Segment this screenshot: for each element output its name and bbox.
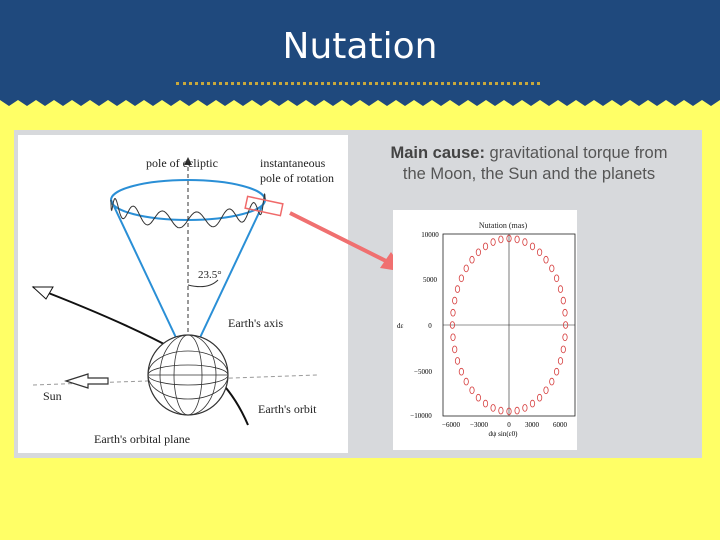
x-axis-label: dψ sin(ε0) <box>488 430 518 438</box>
nutation-loop <box>515 236 519 243</box>
nutation-loop <box>499 236 503 243</box>
nutation-loop <box>537 394 541 401</box>
nutation-loop <box>550 265 554 272</box>
plot-title: Nutation (mas) <box>478 221 528 230</box>
nutation-loop <box>464 265 468 272</box>
xtick-2: 0 <box>507 421 511 429</box>
y-axis-label: dε <box>397 322 404 330</box>
nutation-loop <box>453 297 457 304</box>
ytick-1: 5000 <box>423 276 437 284</box>
nutation-loop <box>558 286 562 293</box>
nutation-loop <box>558 358 562 365</box>
nutation-plot <box>393 210 577 450</box>
nutation-loop <box>453 346 457 353</box>
label-pole-rotation: pole of rotation <box>260 171 334 185</box>
nutation-loop <box>544 256 548 263</box>
label-angle: 23.5° <box>198 269 222 281</box>
nutation-loop <box>523 239 527 246</box>
nutation-loop <box>554 275 558 282</box>
nutation-loop <box>451 334 455 341</box>
nutation-loop <box>451 309 455 316</box>
nutation-loop <box>515 407 519 414</box>
xtick-1: −3000 <box>470 421 488 429</box>
nutation-loop <box>523 405 527 412</box>
nutation-loop <box>530 400 534 407</box>
xtick-0: −6000 <box>442 421 460 429</box>
nutation-loop <box>550 378 554 385</box>
caption-line2: the Moon, the Sun and the planets <box>402 165 656 183</box>
nutation-loop <box>537 249 541 256</box>
nutation-loop <box>459 275 463 282</box>
nutation-loop <box>554 368 558 375</box>
caption <box>360 143 698 185</box>
label-instantaneous: instantaneous <box>260 156 326 170</box>
nutation-loop <box>455 286 459 293</box>
nutation-loop <box>483 400 487 407</box>
nutation-loop <box>483 243 487 250</box>
nutation-loop <box>470 256 474 263</box>
nutation-loop <box>464 378 468 385</box>
label-earth-orbit: Earth's orbit <box>258 402 317 416</box>
nutation-loop <box>561 297 565 304</box>
ytick-0: 10000 <box>421 231 439 239</box>
label-orbital-plane: Earth's orbital plane <box>94 432 191 446</box>
ytick-2: 0 <box>428 322 432 330</box>
nutation-loop <box>563 334 567 341</box>
nutation-loop <box>476 394 480 401</box>
xtick-4: 6000 <box>553 421 567 429</box>
nutation-loop <box>491 405 495 412</box>
nutation-loop <box>544 387 548 394</box>
ytick-4: −10000 <box>410 412 432 420</box>
caption-bold: Main cause: <box>390 144 485 162</box>
caption-line1: gravitational torque from <box>484 144 668 162</box>
nutation-loop <box>459 368 463 375</box>
nutation-loop <box>470 387 474 394</box>
xtick-3: 3000 <box>525 421 539 429</box>
ytick-3: −5000 <box>414 368 432 376</box>
nutation-loop <box>530 243 534 250</box>
nutation-loop <box>561 346 565 353</box>
label-sun: Sun <box>43 389 62 403</box>
nutation-loop <box>563 309 567 316</box>
label-earth-axis: Earth's axis <box>228 316 284 330</box>
nutation-loop <box>499 407 503 414</box>
slide-title: Nutation <box>282 26 438 67</box>
label-pole-ecliptic: pole of ecliptic <box>146 156 218 170</box>
nutation-loop <box>476 249 480 256</box>
nutation-loop <box>491 239 495 246</box>
nutation-loop <box>455 358 459 365</box>
